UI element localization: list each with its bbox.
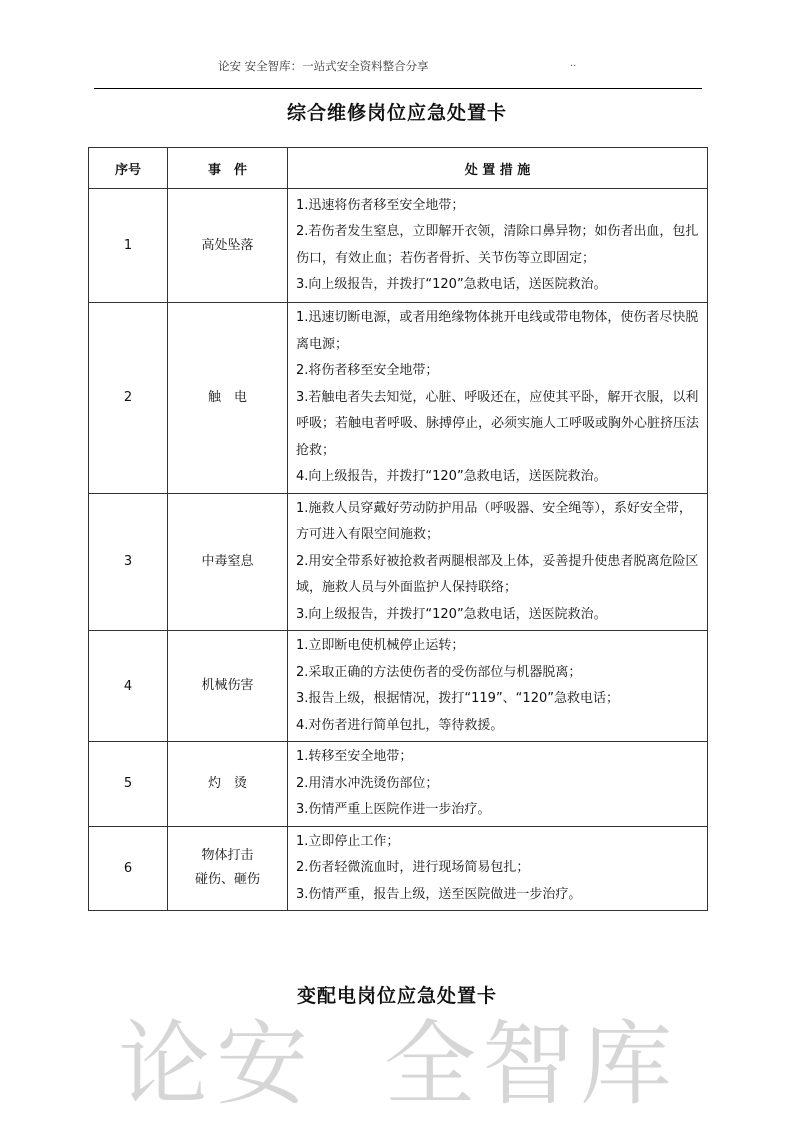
row-no: 3: [89, 493, 168, 631]
table-row: [89, 742, 708, 827]
row-measures: [288, 189, 708, 303]
watermark-left: 论安: [118, 1011, 315, 1118]
measure-item: 2.若伤者发生窒息，立即解开衣领，清除口鼻异物；如伤者出血，包扎伤口，有效止血；若伤者骨折、关节伤等立即固定；: [296, 224, 699, 266]
measure-item: 1.施救人员穿戴好劳动防护用品（呼吸器、安全绳等），系好安全带，方可进入有限空间施救；: [296, 500, 692, 542]
row-no: 4: [89, 631, 168, 742]
measure-item: 1.立即停止工作；: [296, 833, 400, 849]
measure-item: 3.伤情严重，报告上级，送至医院做进一步治疗。: [296, 886, 582, 902]
header-measures: 处 置 措 施: [288, 148, 708, 189]
event-label: 灼 烫: [207, 775, 247, 791]
row-measures: [288, 493, 708, 631]
measure-item: 2.将伤者移至安全地带；: [296, 363, 439, 378]
header-rule: [94, 88, 702, 89]
page-header: 论安 安全智库：一站式安全资料整合分享: [218, 59, 429, 73]
event-label: 物体打击: [201, 848, 254, 864]
row-measures: [288, 631, 708, 742]
measure-item: 3.报告上级，根据情况，拨打“119”、“120”急救电话；: [296, 691, 619, 706]
measure-item: 1.转移至安全地带；: [296, 749, 413, 764]
measure-item: 1.迅速切断电源，或者用绝缘物体挑开电线或带电物体，使伤者尽快脱离电源；: [296, 310, 699, 352]
table-row: [89, 631, 708, 742]
event-label-2: 碰伤、砸伤: [194, 872, 260, 888]
row-no: 5: [89, 742, 168, 827]
table-row: [89, 826, 708, 911]
watermark-right: 全智库: [384, 1011, 679, 1118]
row-no: 6: [89, 826, 168, 911]
measure-item: 3.向上级报告，并拨打“120”急救电话，送医院救治。: [296, 277, 607, 292]
row-event: [168, 189, 288, 303]
measure-item: 2.采取正确的方法使伤者的受伤部位与机器脱离；: [296, 664, 582, 680]
measure-item: 2.用清水冲洗烫伤部位；: [296, 775, 439, 791]
event-label: 中毒窒息: [201, 553, 254, 569]
measure-item: 2.用安全带系好被抢救者两腿根部及上体，妥善提升使患者脱离危险区域，施救人员与外面监护人保持联络；: [296, 553, 699, 595]
emergency-table: [88, 147, 708, 911]
measure-item: 1.立即断电使机械停止运转；: [296, 638, 465, 653]
header-no: 序号: [89, 148, 168, 189]
next-card-title: 变配电岗位应急处置卡: [296, 985, 497, 1007]
row-measures: [288, 742, 708, 827]
header-event: 事 件: [168, 148, 288, 189]
measure-item: 1.迅速将伤者移至安全地带；: [296, 197, 465, 213]
table-row: [89, 189, 708, 303]
event-label: 触 电: [207, 389, 247, 405]
measure-item: 3.若触电者失去知觉，心脏、呼吸还在，应使其平卧，解开衣服，以利呼吸；若触电者呼吸、脉搏停止，必须实施人工呼吸或胸外心脏挤压法抢救；: [296, 389, 700, 458]
row-event: [168, 493, 288, 631]
row-no: 2: [89, 303, 168, 494]
table-header-row: [89, 148, 708, 189]
row-measures: [288, 826, 708, 911]
measure-item: 3.向上级报告，并拨打“120”急救电话，送医院救治。: [296, 606, 607, 622]
event-label: 高处坠落: [201, 237, 254, 253]
measure-item: 2.伤者轻微流血时，进行现场简易包扎；: [296, 860, 530, 875]
watermark: [118, 1011, 679, 1118]
measure-item: 4.对伤者进行简单包扎，等待救援。: [296, 717, 504, 733]
header-dots: ..: [570, 58, 577, 69]
measure-item: 3.伤情严重上医院作进一步治疗。: [296, 802, 491, 817]
row-no: 1: [89, 189, 168, 303]
table-row: [89, 303, 708, 494]
event-label: 机械伤害: [201, 678, 254, 693]
row-event: [168, 303, 288, 494]
table-row: [89, 493, 708, 631]
row-measures: [288, 303, 708, 494]
card-title: 综合维修岗位应急处置卡: [286, 102, 507, 124]
row-event: [168, 631, 288, 742]
measure-item: 4.向上级报告，并拨打“120”急救电话，送医院救治。: [296, 469, 607, 484]
row-event: [168, 742, 288, 827]
row-event: [168, 826, 288, 911]
